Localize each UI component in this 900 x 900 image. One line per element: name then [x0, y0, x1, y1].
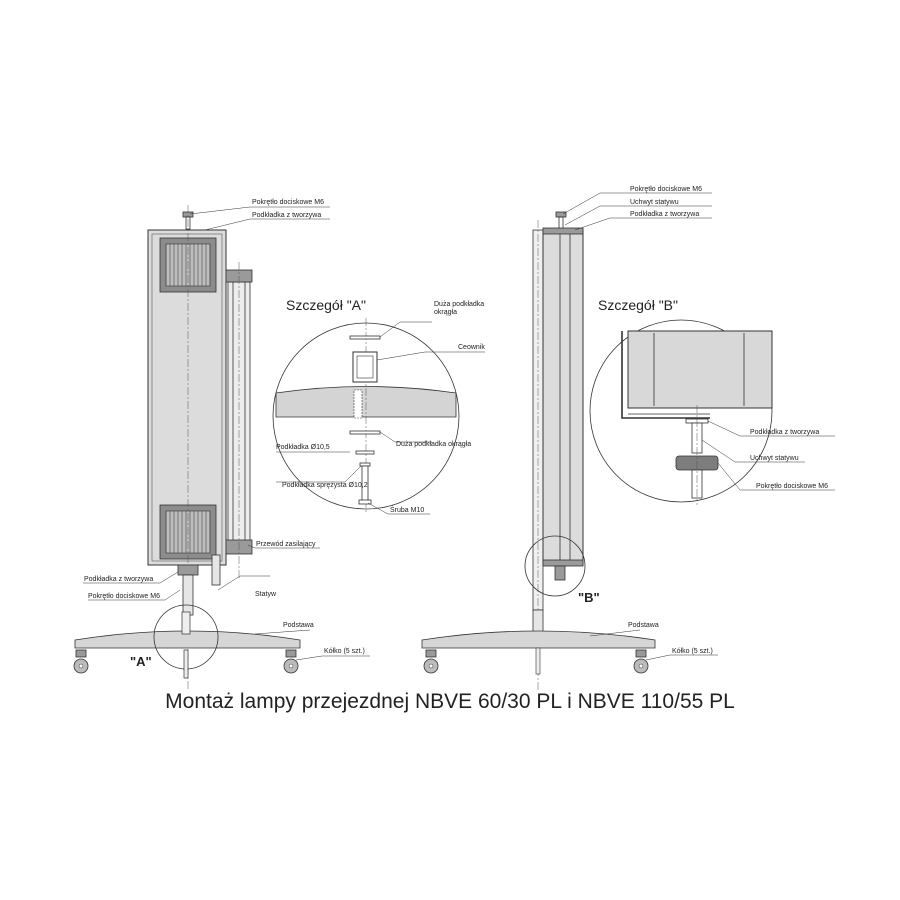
spring-washer-label: Podkładka sprężysta Ø10,2 [282, 482, 368, 489]
detail-a [273, 297, 486, 514]
knob-top-label: Pokrętło dociskowe M6 [252, 199, 324, 206]
right-base-label: Podstawa [628, 622, 659, 629]
detail-b-title: Szczegół "B" [598, 297, 678, 313]
channel-label: Ceownik [458, 344, 485, 351]
side-stand-tube [226, 262, 252, 580]
base-label: Podstawa [283, 622, 314, 629]
right-wheel-label: Kółko (5 szt.) [672, 648, 713, 655]
right-holder-label: Uchwyt statywu [630, 199, 679, 206]
detail-b-holder-label: Uchwyt statywu [750, 455, 799, 462]
detail-b [590, 297, 835, 505]
lamp-body-right [543, 230, 583, 565]
power-cable-label: Przewód zasilający [256, 541, 316, 548]
detail-a-title: Szczegół "A" [286, 297, 366, 313]
right-washer-label: Podkładka z tworzywa [630, 211, 700, 218]
large-washer-top-label [434, 301, 486, 316]
large-washer-bottom-label: Duża podkładka okrągła [396, 441, 472, 448]
right-knob-label: Pokrętło dociskowe M6 [630, 186, 702, 193]
large-washer-top-text-line2: okrągła [434, 309, 457, 316]
washer-105-label: Podkładka Ø10,5 [276, 444, 330, 451]
washer-top-label: Podkładka z tworzywa [252, 212, 322, 219]
detail-a-marker: "A" [130, 654, 152, 669]
base-right [422, 631, 655, 648]
wheel-right-1 [424, 650, 438, 673]
knob-bottom-label: Pokrętło dociskowe M6 [88, 593, 160, 600]
washer-bottom-label: Podkładka z tworzywa [84, 576, 154, 583]
wheel-label: Kółko (5 szt.) [324, 648, 365, 655]
large-washer-top-text: Duża podkładka [434, 301, 485, 308]
detail-b-knob-label: Pokrętło dociskowe M6 [756, 483, 828, 490]
detail-b-washer-label: Podkładka z tworzywa [750, 429, 820, 436]
wheel-left-1 [74, 650, 88, 673]
wheel-right-2 [634, 650, 648, 673]
right-view [422, 186, 718, 690]
wheel-left-2 [284, 650, 298, 673]
detail-b-marker: "B" [578, 590, 600, 605]
page-title: Montaż lampy przejezdnej NBVE 60/30 PL i NBVE 110/55 PL [165, 690, 735, 713]
screw-label: Śruba M10 [390, 507, 425, 514]
stand-label: Statyw [255, 591, 277, 598]
